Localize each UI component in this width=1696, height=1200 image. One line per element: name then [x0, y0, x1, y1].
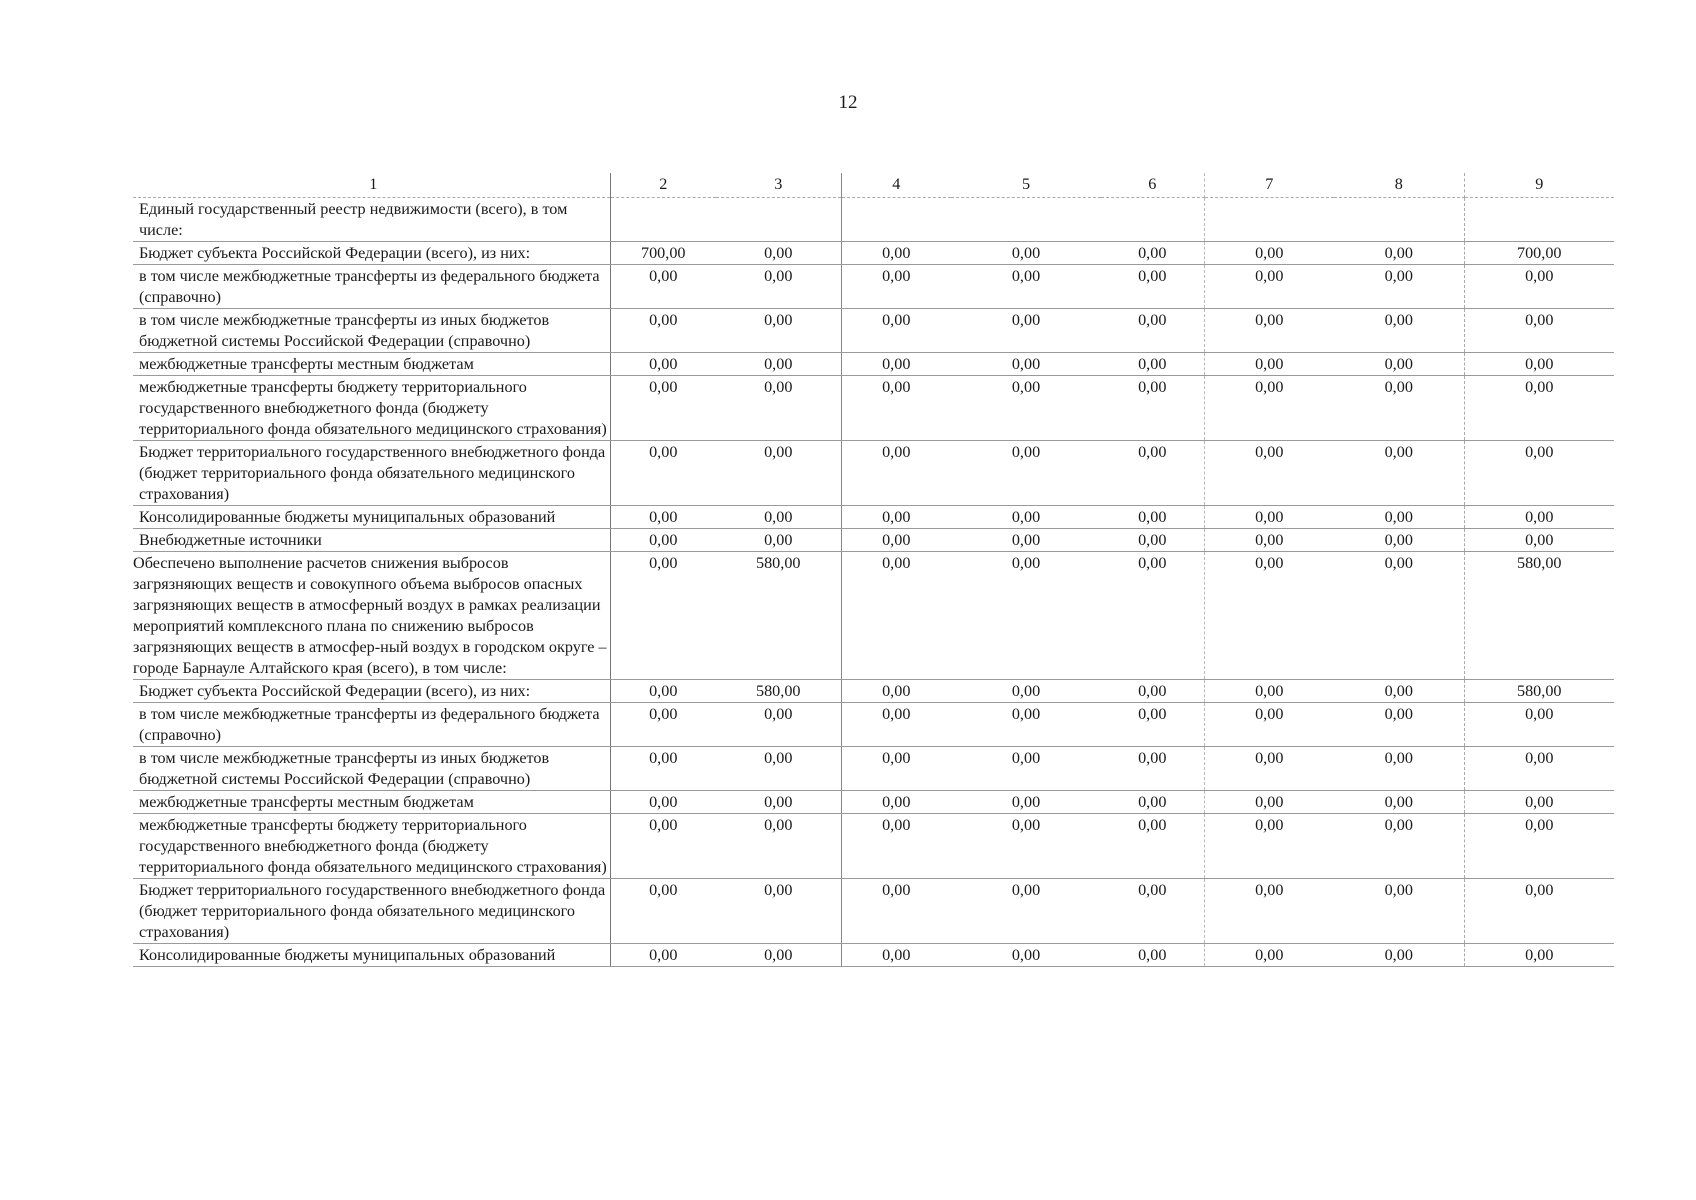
cell-col-3: 0,00 [716, 791, 841, 814]
cell-col-3: 0,00 [716, 265, 841, 309]
cell-col-7: 0,00 [1204, 814, 1334, 879]
cell-col-4: 0,00 [841, 353, 951, 376]
cell-col-4: 0,00 [841, 814, 951, 879]
row-label: Единый государственный реестр недвижимости (всего), в том числе: [133, 198, 610, 242]
cell-col-4: 0,00 [841, 879, 951, 944]
cell-col-6: 0,00 [1101, 242, 1204, 265]
cell-col-4: 0,00 [841, 376, 951, 441]
cell-col-8 [1334, 198, 1464, 242]
cell-col-4: 0,00 [841, 309, 951, 353]
cell-col-2: 0,00 [610, 441, 716, 506]
cell-col-5: 0,00 [951, 506, 1101, 529]
cell-col-8: 0,00 [1334, 506, 1464, 529]
cell-col-4: 0,00 [841, 703, 951, 747]
table-row [133, 309, 1614, 353]
cell-col-8: 0,00 [1334, 680, 1464, 703]
row-label: Бюджет территориального государственного внебюджетного фонда (бюджет территориального фонда обязательного медицинского страхования) [133, 441, 610, 506]
cell-col-9: 700,00 [1464, 242, 1614, 265]
cell-col-4: 0,00 [841, 506, 951, 529]
cell-col-7: 0,00 [1204, 791, 1334, 814]
cell-col-6: 0,00 [1101, 552, 1204, 680]
cell-col-9: 0,00 [1464, 703, 1614, 747]
row-label: в том числе межбюджетные трансферты из федерального бюджета (справочно) [133, 703, 610, 747]
cell-col-3: 580,00 [716, 552, 841, 680]
cell-col-3: 0,00 [716, 703, 841, 747]
cell-col-5: 0,00 [951, 441, 1101, 506]
table-row [133, 703, 1614, 747]
cell-col-7: 0,00 [1204, 552, 1334, 680]
column-header-1: 1 [133, 173, 610, 198]
table-row [133, 944, 1614, 967]
row-label: межбюджетные трансферты бюджету территориального государственного внебюджетного фонда (бюджету территориального фонда обязательного медицинского страхования) [133, 814, 610, 879]
cell-col-8: 0,00 [1334, 879, 1464, 944]
cell-col-3 [716, 198, 841, 242]
column-header-row [133, 173, 1614, 198]
cell-col-9: 0,00 [1464, 376, 1614, 441]
cell-col-4: 0,00 [841, 944, 951, 967]
cell-col-3: 0,00 [716, 747, 841, 791]
cell-col-3: 0,00 [716, 376, 841, 441]
table-row [133, 506, 1614, 529]
cell-col-7: 0,00 [1204, 309, 1334, 353]
cell-col-8: 0,00 [1334, 376, 1464, 441]
cell-col-2: 0,00 [610, 506, 716, 529]
cell-col-9: 0,00 [1464, 506, 1614, 529]
cell-col-9: 580,00 [1464, 680, 1614, 703]
row-label: Обеспечено выполнение расчетов снижения выбросов загрязняющих веществ и совокупного объема выбросов опасных загрязняющих веществ в атмосферный воздух в рамках реализации мероприятий комплексного плана по снижению выбросов загрязняющих веществ в атмосфер-ный воздух в городском округе – городе Барнауле Алтайского края (всего), в том числе: [133, 552, 610, 680]
column-header-8: 8 [1334, 173, 1464, 198]
cell-col-6: 0,00 [1101, 879, 1204, 944]
cell-col-2: 0,00 [610, 265, 716, 309]
cell-col-8: 0,00 [1334, 944, 1464, 967]
cell-col-2: 0,00 [610, 552, 716, 680]
cell-col-3: 0,00 [716, 814, 841, 879]
cell-col-6: 0,00 [1101, 309, 1204, 353]
page-number: 12 [838, 92, 858, 113]
cell-col-8: 0,00 [1334, 814, 1464, 879]
row-label: межбюджетные трансферты местным бюджетам [133, 353, 610, 376]
cell-col-5: 0,00 [951, 879, 1101, 944]
cell-col-4: 0,00 [841, 680, 951, 703]
cell-col-9: 0,00 [1464, 944, 1614, 967]
cell-col-7: 0,00 [1204, 265, 1334, 309]
cell-col-6: 0,00 [1101, 441, 1204, 506]
row-label: Бюджет субъекта Российской Федерации (всего), из них: [133, 680, 610, 703]
cell-col-4: 0,00 [841, 552, 951, 680]
cell-col-7: 0,00 [1204, 879, 1334, 944]
cell-col-2: 0,00 [610, 879, 716, 944]
cell-col-3: 0,00 [716, 944, 841, 967]
cell-col-7: 0,00 [1204, 376, 1334, 441]
cell-col-8: 0,00 [1334, 529, 1464, 552]
row-label: в том числе межбюджетные трансферты из федерального бюджета (справочно) [133, 265, 610, 309]
cell-col-5: 0,00 [951, 814, 1101, 879]
cell-col-3: 0,00 [716, 506, 841, 529]
table-row [133, 198, 1614, 242]
column-header-7: 7 [1204, 173, 1334, 198]
column-header-9: 9 [1464, 173, 1614, 198]
cell-col-2: 0,00 [610, 376, 716, 441]
cell-col-6: 0,00 [1101, 265, 1204, 309]
cell-col-9: 0,00 [1464, 441, 1614, 506]
cell-col-8: 0,00 [1334, 353, 1464, 376]
cell-col-4: 0,00 [841, 265, 951, 309]
row-label: в том числе межбюджетные трансферты из иных бюджетов бюджетной системы Российской Федерации (справочно) [133, 309, 610, 353]
cell-col-9: 0,00 [1464, 879, 1614, 944]
cell-col-8: 0,00 [1334, 309, 1464, 353]
column-header-6: 6 [1101, 173, 1204, 198]
cell-col-2 [610, 198, 716, 242]
cell-col-7: 0,00 [1204, 506, 1334, 529]
cell-col-6: 0,00 [1101, 506, 1204, 529]
cell-col-3: 0,00 [716, 242, 841, 265]
row-label: межбюджетные трансферты бюджету территориального государственного внебюджетного фонда (бюджету территориального фонда обязательного медицинского страхования) [133, 376, 610, 441]
cell-col-9: 0,00 [1464, 747, 1614, 791]
table-row [133, 265, 1614, 309]
cell-col-8: 0,00 [1334, 747, 1464, 791]
cell-col-7 [1204, 198, 1334, 242]
cell-col-8: 0,00 [1334, 552, 1464, 680]
table-row [133, 376, 1614, 441]
cell-col-5: 0,00 [951, 680, 1101, 703]
cell-col-3: 580,00 [716, 680, 841, 703]
row-label: Внебюджетные источники [133, 529, 610, 552]
cell-col-4: 0,00 [841, 529, 951, 552]
cell-col-6: 0,00 [1101, 376, 1204, 441]
column-header-3: 3 [716, 173, 841, 198]
cell-col-7: 0,00 [1204, 353, 1334, 376]
cell-col-7: 0,00 [1204, 703, 1334, 747]
cell-col-6: 0,00 [1101, 703, 1204, 747]
cell-col-9: 580,00 [1464, 552, 1614, 680]
cell-col-4: 0,00 [841, 242, 951, 265]
cell-col-2: 700,00 [610, 242, 716, 265]
cell-col-9: 0,00 [1464, 791, 1614, 814]
cell-col-2: 0,00 [610, 814, 716, 879]
cell-col-6: 0,00 [1101, 529, 1204, 552]
cell-col-5: 0,00 [951, 265, 1101, 309]
row-label: межбюджетные трансферты местным бюджетам [133, 791, 610, 814]
row-label: Бюджет территориального государственного внебюджетного фонда (бюджет территориального фонда обязательного медицинского страхования) [133, 879, 610, 944]
cell-col-7: 0,00 [1204, 242, 1334, 265]
cell-col-3: 0,00 [716, 441, 841, 506]
cell-col-5: 0,00 [951, 703, 1101, 747]
cell-col-8: 0,00 [1334, 791, 1464, 814]
cell-col-2: 0,00 [610, 703, 716, 747]
cell-col-2: 0,00 [610, 944, 716, 967]
cell-col-5 [951, 198, 1101, 242]
cell-col-6 [1101, 198, 1204, 242]
cell-col-3: 0,00 [716, 879, 841, 944]
table-body [133, 198, 1614, 967]
table-row [133, 353, 1614, 376]
table-row [133, 791, 1614, 814]
cell-col-2: 0,00 [610, 791, 716, 814]
budget-table [133, 173, 1614, 967]
cell-col-6: 0,00 [1101, 791, 1204, 814]
cell-col-4: 0,00 [841, 441, 951, 506]
column-header-4: 4 [841, 173, 951, 198]
cell-col-2: 0,00 [610, 747, 716, 791]
table-row [133, 747, 1614, 791]
cell-col-8: 0,00 [1334, 441, 1464, 506]
cell-col-5: 0,00 [951, 529, 1101, 552]
cell-col-7: 0,00 [1204, 441, 1334, 506]
cell-col-9 [1464, 198, 1614, 242]
cell-col-3: 0,00 [716, 309, 841, 353]
cell-col-6: 0,00 [1101, 680, 1204, 703]
cell-col-9: 0,00 [1464, 814, 1614, 879]
row-label: Консолидированные бюджеты муниципальных образований [133, 506, 610, 529]
cell-col-9: 0,00 [1464, 353, 1614, 376]
cell-col-7: 0,00 [1204, 529, 1334, 552]
row-label: в том числе межбюджетные трансферты из иных бюджетов бюджетной системы Российской Федерации (справочно) [133, 747, 610, 791]
cell-col-9: 0,00 [1464, 529, 1614, 552]
cell-col-4: 0,00 [841, 747, 951, 791]
cell-col-9: 0,00 [1464, 265, 1614, 309]
cell-col-5: 0,00 [951, 552, 1101, 680]
cell-col-2: 0,00 [610, 529, 716, 552]
cell-col-5: 0,00 [951, 747, 1101, 791]
cell-col-4: 0,00 [841, 791, 951, 814]
cell-col-2: 0,00 [610, 353, 716, 376]
column-header-5: 5 [951, 173, 1101, 198]
cell-col-5: 0,00 [951, 376, 1101, 441]
table-row [133, 441, 1614, 506]
table-row [133, 552, 1614, 680]
cell-col-3: 0,00 [716, 529, 841, 552]
cell-col-8: 0,00 [1334, 703, 1464, 747]
cell-col-8: 0,00 [1334, 265, 1464, 309]
cell-col-2: 0,00 [610, 309, 716, 353]
row-label: Консолидированные бюджеты муниципальных образований [133, 944, 610, 967]
cell-col-7: 0,00 [1204, 680, 1334, 703]
cell-col-4 [841, 198, 951, 242]
row-label: Бюджет субъекта Российской Федерации (всего), из них: [133, 242, 610, 265]
cell-col-5: 0,00 [951, 309, 1101, 353]
table-row [133, 814, 1614, 879]
cell-col-6: 0,00 [1101, 944, 1204, 967]
cell-col-7: 0,00 [1204, 944, 1334, 967]
cell-col-9: 0,00 [1464, 309, 1614, 353]
cell-col-5: 0,00 [951, 944, 1101, 967]
cell-col-3: 0,00 [716, 353, 841, 376]
cell-col-6: 0,00 [1101, 353, 1204, 376]
column-header-2: 2 [610, 173, 716, 198]
cell-col-5: 0,00 [951, 242, 1101, 265]
cell-col-6: 0,00 [1101, 814, 1204, 879]
cell-col-7: 0,00 [1204, 747, 1334, 791]
table-row [133, 879, 1614, 944]
cell-col-8: 0,00 [1334, 242, 1464, 265]
table-row [133, 242, 1614, 265]
cell-col-6: 0,00 [1101, 747, 1204, 791]
cell-col-2: 0,00 [610, 680, 716, 703]
cell-col-5: 0,00 [951, 353, 1101, 376]
table-row [133, 529, 1614, 552]
cell-col-5: 0,00 [951, 791, 1101, 814]
table-row [133, 680, 1614, 703]
